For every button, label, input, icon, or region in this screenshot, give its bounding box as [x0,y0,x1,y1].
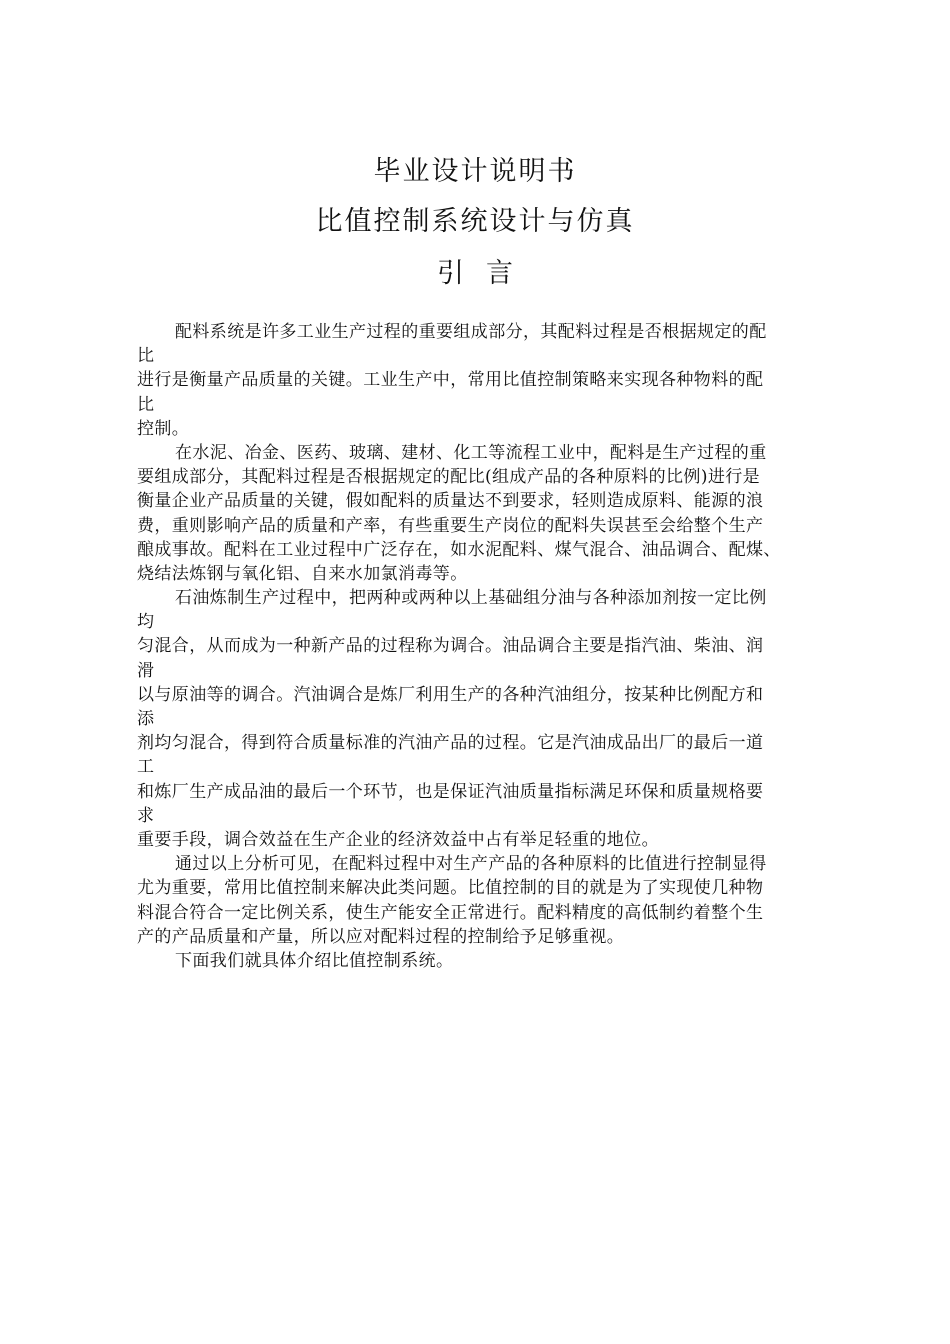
body-text-line: 费，重则影响产品的质量和产率，有些重要生产岗位的配料失误甚至会给整个生产 [137,515,764,536]
body-text-line: 均 [137,612,155,633]
body-text-line: 比 [137,394,155,415]
body-text-line: 和炼厂生产成品油的最后一个环节，也是保证汽油质量指标满足环保和质量规格要 [137,781,764,802]
body-text-line: 匀混合，从而成为一种新产品的过程称为调合。油品调合主要是指汽油、柴油、润 [137,636,764,657]
body-text-line: 下面我们就具体介绍比值控制系统。 [175,950,454,971]
body-text-line: 要组成部分，其配料过程是否根据规定的配比(组成产品的各种原料的比例)进行是 [137,467,761,488]
body-text-line: 烧结法炼钢与氧化铝、自来水加氯消毒等。 [137,563,468,584]
introduction-body [137,320,857,973]
body-text-line: 料混合符合一定比例关系，使生产能安全正常进行。配料精度的高低制约着整个生 [137,902,764,923]
document-type-title: 毕业设计说明书 [373,156,577,187]
body-text-line: 衡量企业产品质量的关键，假如配料的质量达不到要求，轻则造成原料、能源的浪 [137,491,764,512]
body-text-line: 配料系统是许多工业生产过程的重要组成部分，其配料过程是否根据规定的配 [175,322,767,342]
body-text-line: 通过以上分析可见，在配料过程中对生产产品的各种原料的比值进行控制显得 [175,854,767,875]
body-text-line: 剂均匀混合，得到符合质量标准的汽油产品的过程。它是汽油成品出厂的最后一道 [137,733,764,754]
body-text-line: 工 [137,757,155,778]
body-text-line: 比 [137,346,155,367]
body-text-line: 酿成事故。配料在工业过程中广泛存在，如水泥配料、煤气混合、油品调合、配煤、 [137,539,781,560]
body-text-line: 产的产品质量和产量，所以应对配料过程的控制给予足够重视。 [137,926,625,947]
body-text-line: 石油炼制生产过程中，把两种或两种以上基础组分油与各种添加剂按一定比例 [175,588,767,609]
body-text-line: 以与原油等的调合。汽油调合是炼厂利用生产的各种汽油组分，按某种比例配方和 [137,684,764,705]
body-text-line: 尤为重要，常用比值控制来解决此类问题。比值控制的目的就是为了实现使几种物 [137,878,764,899]
thesis-title: 比值控制系统设计与仿真 [315,206,635,237]
body-text-line: 控制。 [137,418,190,439]
body-text-line: 在水泥、冶金、医药、玻璃、建材、化工等流程工业中，配料是生产过程的重 [175,442,767,463]
body-text-line: 滑 [137,660,155,681]
body-text-line: 进行是衡量产品质量的关键。工业生产中，常用比值控制策略来实现各种物料的配 [137,370,764,391]
body-text-line: 添 [137,709,155,729]
body-text-line: 重要手段，调合效益在生产企业的经济效益中占有举足轻重的地位。 [137,829,659,850]
section-heading-introduction: 引言 [437,258,535,289]
body-text-line: 求 [137,805,155,826]
